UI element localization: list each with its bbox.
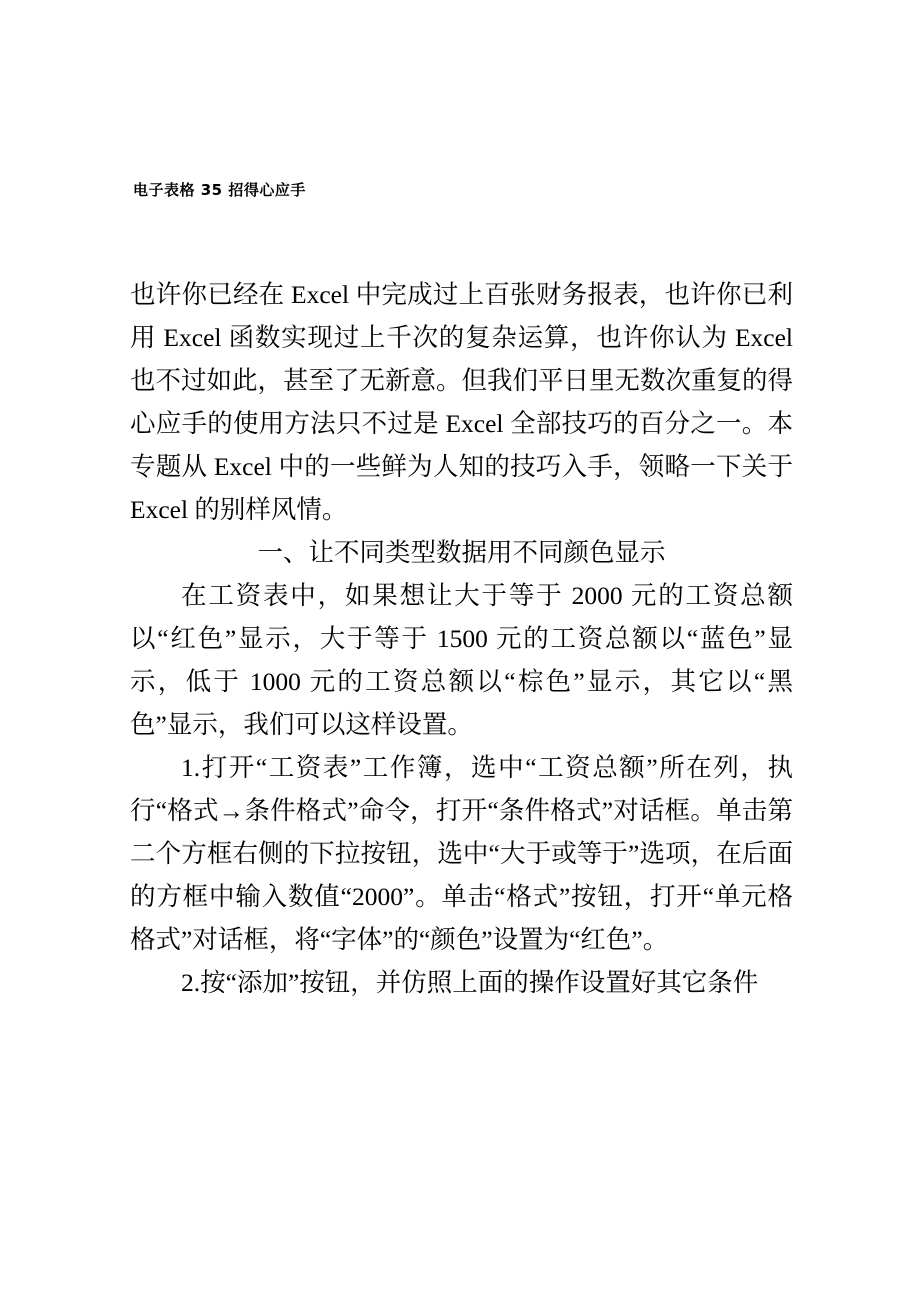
section-heading-1: 一、让不同类型数据用不同颜色显示 bbox=[257, 538, 666, 567]
page-title: 电子表格 35 招得心应手 bbox=[133, 181, 306, 199]
paragraph-step-1: 1.打开“工资表”工作簿，选中“工资总额”所在列，执行“格式→条件格式”命令，打开“条件格式”对话框。单击第二个方框右侧的下拉按钮，选中“大于或等于”选项，在后面的方框中输入数值“2000”。单击“格式”按钮，打开“单元格格式”对话框，将“字体”的“颜色”设置为“红色”。 bbox=[130, 753, 793, 954]
document-content bbox=[130, 0, 794, 1004]
paragraph-intro: 也许你已经在 Excel 中完成过上百张财务报表，也许你已利用 Excel 函数实现过上千次的复杂运算，也许你认为 Excel 也不过如此，甚至了无新意。但我们平日里无数次重复的得心应手的使用方法只不过是 Excel 全部技巧的百分之一。本专题从 Excel 中的一些鲜为人知的技巧入手，领略一下关于 Excel 的别样风情。 bbox=[130, 280, 794, 524]
paragraph-1: 在工资表中，如果想让大于等于 2000 元的工资总额以“红色”显示，大于等于 1500 元的工资总额以“蓝色”显示，低于 1000 元的工资总额以“棕色”显示，其它以“黑色”显示，我们可以这样设置。 bbox=[130, 581, 793, 739]
document-body bbox=[130, 273, 793, 1004]
paragraph-step-2: 2.按“添加”按钮，并仿照上面的操作设置好其它条件 bbox=[181, 968, 759, 997]
